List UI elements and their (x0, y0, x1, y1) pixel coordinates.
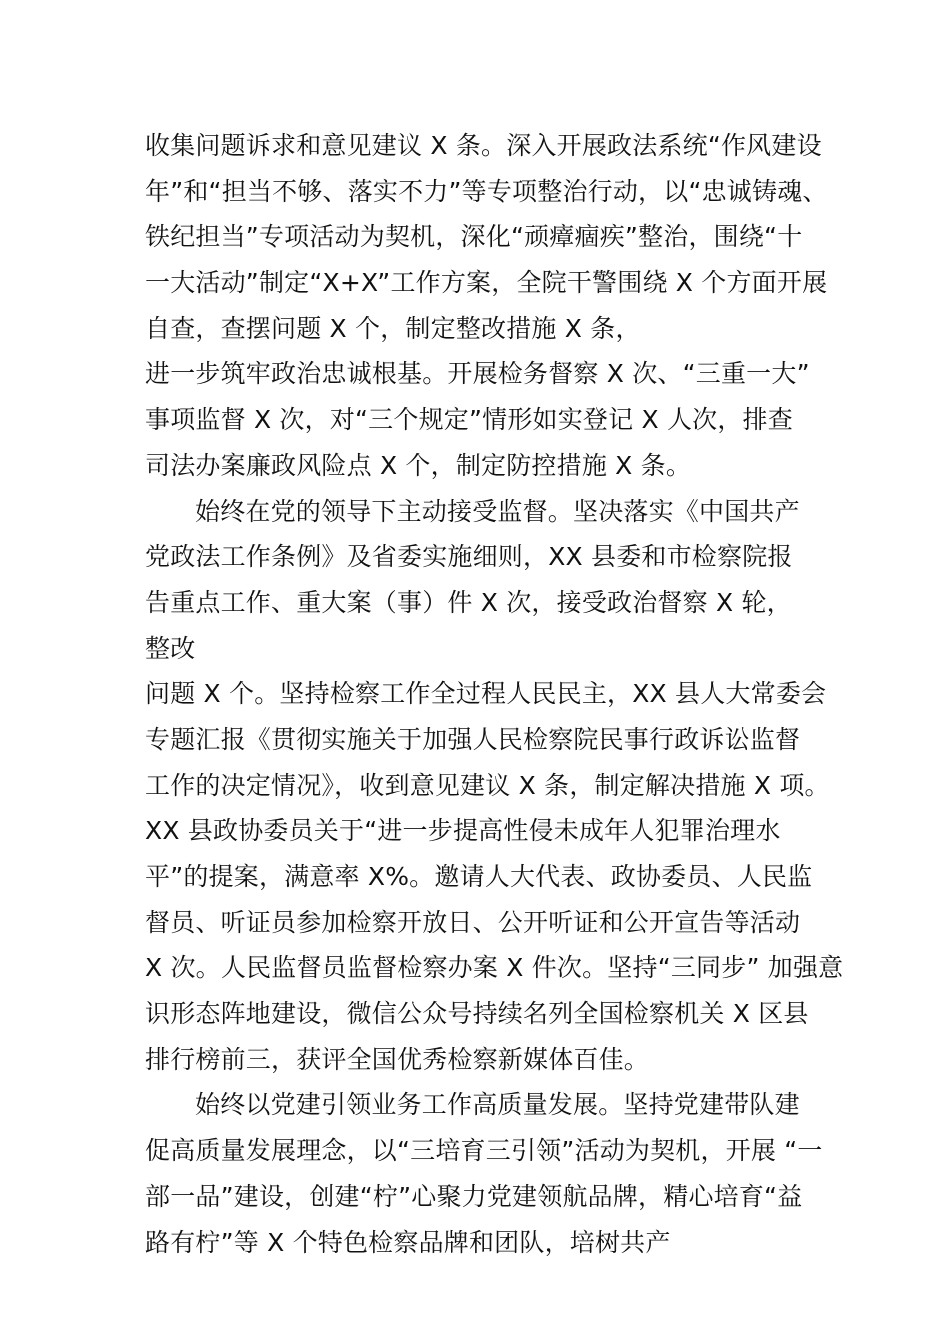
text-line: 司法办案廉政风险点 X 个，制定防控措施 X 条。 (145, 450, 692, 480)
text-line: 排行榜前三，获评全国优秀检察新媒体百佳。 (145, 1044, 650, 1074)
text-line: 问题 X 个。坚持检察工作全过程人民民主，XX 县人大常委会 (145, 679, 827, 709)
paragraph-start-line: 始终在党的领导下主动接受监督。坚决落实《中国共产 (195, 496, 800, 526)
text-line: 促高质量发展理念，以“三培育三引领”活动为契机，开展 “一 (145, 1136, 823, 1166)
text-line: 平”的提案，满意率 X%。邀请人大代表、政协委员、人民监 (145, 862, 813, 891)
text-line: 部一品”建设，创建“柠”心聚力党建领航品牌，精心培育“益 (145, 1181, 803, 1211)
text-line: 专题汇报《贯彻实施关于加强人民检察院民事行政诉讼监督 (145, 724, 801, 754)
text-line: 识形态阵地建设，微信公众号持续名列全国检察机关 X 区县 (145, 999, 809, 1029)
text-line: 一大活动”制定“X+X”工作方案，全院干警围绕 X 个方面开展 (145, 268, 828, 298)
body-text (145, 123, 844, 1265)
text-line: 进一步筑牢政治忠诚根基。开展检务督察 X 次、“三重一大” (145, 359, 810, 389)
text-line: 路有柠”等 X 个特色检察品牌和团队，培树共产 (145, 1227, 671, 1257)
text-line: 收集问题诉求和意见建议 X 条。深入开展政法系统“作风建设 (145, 131, 822, 160)
text-line: 自查，查摆问题 X 个，制定整改措施 X 条， (145, 313, 641, 343)
text-line: 工作的决定情况》，收到意见建议 X 条，制定解决措施 X 项。 (145, 770, 830, 800)
text-line: 事项监督 X 次，对“三个规定”情形如实登记 X 人次，排查 (145, 405, 793, 435)
text-line: XX 县政协委员关于“进一步提高性侵未成年人犯罪治理水 (145, 816, 781, 846)
text-line: 督员、听证员参加检察开放日、公开听证和公开宣告等活动 (145, 907, 801, 937)
paragraph-start-line: 始终以党建引领业务工作高质量发展。坚持党建带队建 (195, 1090, 800, 1120)
text-line: 党政法工作条例》及省委实施细则，XX 县委和市检察院报 (145, 542, 793, 572)
text-line: 整改 (145, 633, 196, 663)
text-line: 告重点工作、重大案（事）件 X 次，接受政治督察 X 轮， (145, 587, 792, 617)
text-line: 年”和“担当不够、落实不力”等专项整治行动，以“忠诚铸魂、 (145, 176, 828, 206)
text-line: X 次。人民监督员监督检察办案 X 件次。坚持“三同步” 加强意 (145, 953, 844, 983)
text-line: 铁纪担当”专项活动为契机，深化“顽瘴痼疾”整治，围绕“十 (145, 222, 803, 252)
